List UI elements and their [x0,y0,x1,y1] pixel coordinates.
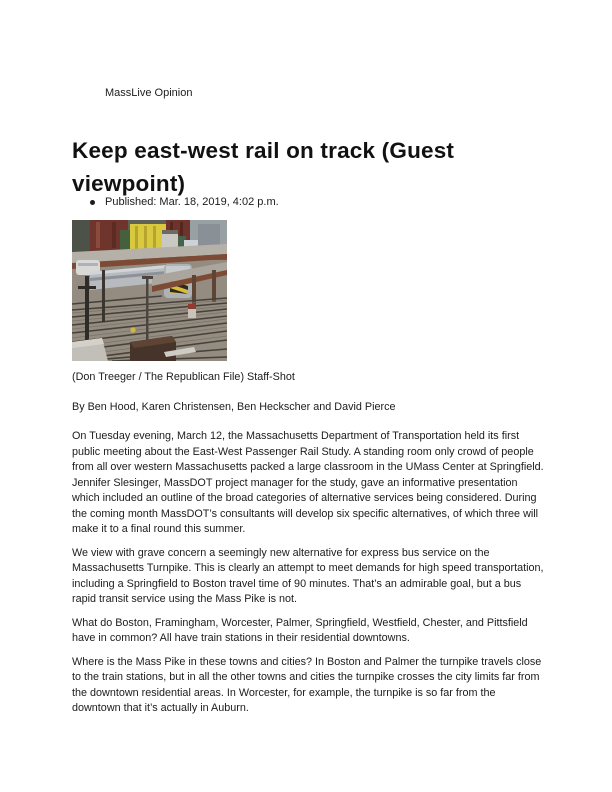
paragraph: What do Boston, Framingham, Worcester, Palmer, Springfield, Westfield, Chester, and Pittsfield have in common? All have train stations in their residential downtowns. [72,616,528,644]
article-photo [72,220,227,361]
paragraph: On Tuesday evening, March 12, the Massachusetts Department of Transportation held its first public meeting about the East-West Passenger Rail Study. A standing room only crowd of people from all over western Massachusetts packed a large classroom in the UMass Center at Springfield. Jennifer Slesinger, MassDOT project manager for the study, gave an informative presentation which included an outline of the broad categories of alternative services being considered. During the coming month MassDOT’s consultants will develop six specific alternatives, of which three will make it to a final round this summer. [72,430,544,535]
train-yard-photo-illustration [72,220,227,361]
paragraph: Where is the Mass Pike in these towns and cities? In Boston and Palmer the turnpike travels close to the train stations, but in all the other towns and cities the turnpike crosses the city limits far from the downtown residential areas. In Worcester, for example, the turnpike is so far from the downtown that it’s actually in Auburn. [72,655,542,714]
article-byline: By Ben Hood, Karen Christensen, Ben Heckscher and David Pierce [72,401,396,413]
published-date: Published: Mar. 18, 2019, 4:02 p.m. [105,196,279,208]
bullet-dot [90,200,95,205]
photo-caption: (Don Treeger / The Republican File) Staff-Shot [72,371,295,383]
article-body [72,429,545,725]
site-section-label: MassLive Opinion [105,87,193,99]
published-line [90,195,279,209]
paragraph: We view with grave concern a seemingly new alternative for express bus service on the Massachusetts Turnpike. This is clearly an attempt to meet demands for high speed transportation, including a Springfield to Boston travel time of 90 minutes. That’s an admirable goal, but a bus rapid transit service using the Mass Pike is not. [72,546,544,605]
article-headline: Keep east-west rail on track (Guest viewpoint) [72,138,455,197]
